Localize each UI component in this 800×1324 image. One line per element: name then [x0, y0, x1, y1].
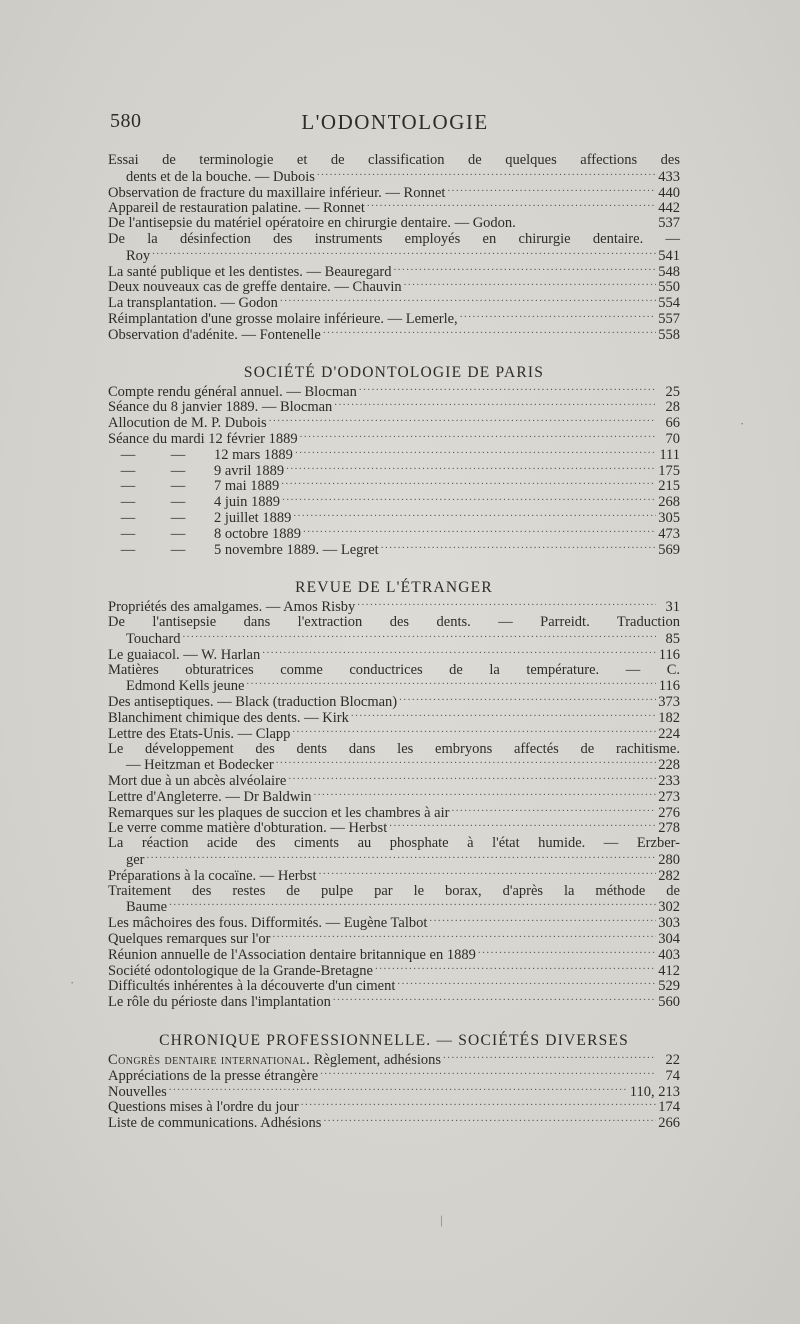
leader-dots [351, 710, 656, 722]
entry-title: Allocution de M. P. Dubois [108, 415, 267, 432]
entry-page-number: 268 [658, 494, 680, 511]
subentry-title [108, 543, 379, 559]
entry-page-number: 433 [658, 168, 680, 185]
leader-dots [333, 994, 656, 1006]
entry-page-number: 558 [658, 326, 680, 343]
entry-title: Touchard [126, 630, 181, 647]
entry-page-number: 74 [665, 1067, 680, 1084]
leader-dots [301, 1099, 656, 1111]
entry-page-number: 537 [658, 215, 680, 232]
leader-dots [262, 647, 656, 659]
entry-page-number: 473 [658, 525, 680, 542]
entry-title: Des antiseptiques. — Black (traduction Blocman) [108, 694, 398, 711]
leader-dots [293, 510, 656, 522]
leader-dots [300, 431, 656, 443]
leader-dots [246, 678, 656, 690]
entry-page-number: 70 [665, 430, 680, 447]
entry-title: Réimplantation d'une grosse molaire inférieure. — Lemerle, [108, 310, 458, 327]
section-heading-chronique: CHRONIQUE PROFESSIONNELLE. — SOCIÉTÉS DIVERSES [159, 1032, 629, 1050]
subentry-title [108, 527, 301, 543]
toc-entry [108, 399, 680, 415]
ditto-dash: — [120, 446, 136, 463]
entry-title [108, 1053, 441, 1069]
leader-dots [288, 773, 656, 785]
toc-entry [108, 868, 680, 884]
leader-dots [357, 599, 656, 611]
leader-dots [443, 1052, 656, 1064]
subentry-date: 12 mars 1889 [214, 446, 293, 463]
entry-page-number: 529 [658, 978, 680, 995]
leader-dots [393, 264, 656, 276]
entry-page-number: 560 [658, 994, 680, 1011]
entry-page-number: 233 [658, 773, 680, 790]
toc-entry [108, 931, 680, 947]
entry-title: Remarques sur les plaques de succion et les chambres à air [108, 804, 450, 821]
subentry-date: 7 mai 1889 [214, 478, 280, 495]
entry-title: Le développement des dents dans les embryons affectés de rachitisme. [108, 740, 680, 757]
section-revue-etranger [108, 599, 680, 1010]
subentry-date: 4 juin 1889 [214, 494, 281, 511]
entry-page-number: 305 [658, 509, 680, 526]
entry-title [108, 1085, 167, 1101]
ditto-dash: — [120, 462, 136, 479]
entry-page-number: 569 [658, 541, 680, 558]
entry-page-number: 280 [658, 852, 680, 869]
toc-entry [108, 185, 680, 201]
toc-entry [108, 915, 680, 931]
entry-title: De la désinfection des instruments employés en chirurgie dentaire. — [108, 230, 680, 247]
toc-entry [108, 216, 680, 232]
toc-entry [108, 1084, 680, 1100]
entry-page-number: 116 [658, 678, 680, 695]
entry-page-number: 116 [658, 646, 680, 663]
toc-entry [108, 947, 680, 963]
entry-text: Nouvelles [108, 1083, 167, 1100]
toc-entry [108, 200, 680, 216]
entry-title: Les mâchoires des fous. Difformités. — Eugène Talbot [108, 915, 428, 932]
ditto-dash: — [170, 478, 186, 495]
section-heading-societe: SOCIÉTÉ D'ODONTOLOGIE DE PARIS [243, 363, 545, 381]
toc-entry [108, 805, 680, 821]
leader-dots [183, 631, 656, 643]
toc-entry [108, 647, 680, 663]
toc-entry [108, 327, 680, 343]
entry-title: — Heitzman et Bodecker [126, 757, 274, 774]
entry-title: Le verre comme matière d'obturation. — Herbst [108, 820, 388, 837]
leader-dots [404, 279, 656, 291]
leader-dots [169, 899, 656, 911]
entry-page-number: 174 [658, 1099, 680, 1116]
leader-dots [292, 726, 656, 738]
entry-title: Roy [126, 247, 151, 264]
entry-page-number: 278 [658, 820, 680, 837]
entry-title: Appareil de restauration palatine. — Ronnet [108, 200, 365, 217]
ditto-dash: — [170, 462, 186, 479]
leader-dots [286, 463, 656, 475]
toc-entry [108, 431, 680, 447]
entry-title: Traitement des restes de pulpe par le borax, d'après la méthode de [108, 882, 680, 899]
entry-title [108, 1100, 299, 1116]
entry-title: Le guaiacol. — W. Harlan [108, 646, 261, 663]
entry-page-number: 554 [658, 295, 680, 312]
subentry-title [108, 464, 284, 480]
ditto-dash: — [120, 509, 136, 526]
toc-entry [108, 710, 680, 726]
entry-title: La transplantation. — Godon [108, 295, 278, 312]
entry-page-number: 28 [665, 399, 680, 416]
margin-mark-dot: · [740, 416, 745, 431]
entry-page-number: 215 [658, 478, 680, 495]
ditto-dash: — [120, 494, 136, 511]
leader-dots [429, 915, 656, 927]
toc-entry [108, 726, 680, 742]
toc-entry [108, 963, 680, 979]
toc-entry [108, 248, 680, 264]
leader-dots [282, 494, 656, 506]
leader-dots [169, 1084, 628, 1096]
subentry-title [108, 495, 280, 511]
toc-entry [108, 631, 680, 647]
entry-title [108, 1069, 318, 1085]
entry-page-number: 175 [658, 462, 680, 479]
toc-subentry [108, 510, 680, 526]
leader-dots [303, 526, 656, 538]
leader-dots [295, 447, 656, 459]
running-title: L'ODONTOLOGIE [301, 110, 489, 134]
entry-page-number: 440 [658, 184, 680, 201]
entry-title: Compte rendu général annuel. — Blocman [108, 383, 357, 400]
leader-dots [147, 852, 656, 864]
entry-title: Préparations à la cocaïne. — Herbst [108, 867, 317, 884]
leader-dots [280, 295, 656, 307]
entry-title: Séance du mardi 12 février 1889 [108, 430, 298, 447]
toc-entry [108, 232, 680, 248]
entry-title: Observation de fracture du maxillaire inférieur. — Ronnet [108, 184, 446, 201]
leader-dots [281, 478, 656, 490]
entry-page-number: 373 [658, 694, 680, 711]
leader-dots [359, 384, 656, 396]
entry-page-number: 31 [665, 599, 680, 616]
entry-page-number: 66 [665, 415, 680, 432]
subentry-date: 5 novembre 1889. — Legret [214, 541, 379, 558]
subentry-date: 8 octobre 1889 [214, 525, 301, 542]
toc-entry [108, 820, 680, 836]
entry-page-number: 302 [658, 899, 680, 916]
leader-dots [276, 757, 656, 769]
entry-page-number: 412 [658, 962, 680, 979]
ditto-dash: — [170, 494, 186, 511]
leader-dots [314, 789, 656, 801]
entry-title: Baume [126, 899, 168, 916]
toc-entry [108, 836, 680, 852]
page-number: 580 [110, 110, 142, 132]
leader-dots [397, 978, 656, 990]
leader-dots [375, 963, 656, 975]
entry-title: Edmond Kells jeune [126, 678, 245, 695]
toc-entry [108, 899, 680, 915]
subentry-date: 2 juillet 1889 [214, 509, 292, 526]
table-of-contents [108, 153, 680, 1131]
entry-page-number: 282 [658, 867, 680, 884]
entry-title: Blanchiment chimique des dents. — Kirk [108, 709, 349, 726]
entry-page-number: 303 [658, 915, 680, 932]
toc-entry [108, 742, 680, 758]
entry-title: Propriétés des amalgames. — Amos Risby [108, 599, 356, 616]
section-miscellaneous-articles [108, 153, 680, 343]
section-chronique [108, 1052, 680, 1131]
entry-page-number: 550 [658, 279, 680, 296]
toc-entry [108, 1115, 680, 1131]
entry-text: Liste de communications. Adhésions [108, 1115, 322, 1132]
entry-page-number: 228 [658, 757, 680, 774]
entry-page-number: 541 [658, 247, 680, 264]
toc-entry [108, 1099, 680, 1115]
toc-entry [108, 264, 680, 280]
page-header [110, 110, 680, 140]
entry-title: Lettre d'Angleterre. — Dr Baldwin [108, 788, 312, 805]
entry-page-number: 22 [665, 1052, 680, 1069]
entry-title: Observation d'adénite. — Fontenelle [108, 326, 321, 343]
entry-title: Essai de terminologie et de classification de quelques affections des [108, 152, 680, 168]
entry-page-number: 557 [658, 310, 680, 327]
entry-text: Appréciations de la presse étrangère [108, 1067, 319, 1084]
toc-entry [108, 678, 680, 694]
subentry-date: 9 avril 1889 [214, 462, 285, 479]
leader-dots [323, 327, 656, 339]
margin-mark-tick: | [440, 1212, 443, 1227]
toc-subentry [108, 478, 680, 494]
entry-title: Lettre des Etats-Unis. — Clapp [108, 725, 291, 742]
leader-dots [334, 399, 656, 411]
entry-text: Questions mises à l'ordre du jour [108, 1099, 299, 1116]
toc-entry [108, 599, 680, 615]
entry-page-number: 276 [658, 804, 680, 821]
toc-entry [108, 311, 680, 327]
entry-page-number: 548 [658, 263, 680, 280]
entry-title: Société odontologique de la Grande-Bretagne [108, 962, 373, 979]
toc-subentry [108, 463, 680, 479]
entry-title: ger [126, 852, 145, 869]
ditto-dash: — [120, 541, 136, 558]
toc-entry [108, 757, 680, 773]
margin-mark-dot-left: · [70, 975, 75, 990]
leader-dots [317, 169, 656, 181]
toc-entry [108, 994, 680, 1010]
toc-entry [108, 694, 680, 710]
leader-dots [381, 542, 656, 554]
toc-subentry [108, 526, 680, 542]
toc-entry [108, 153, 680, 169]
entry-title [108, 1116, 321, 1132]
leader-dots [451, 805, 656, 817]
toc-entry [108, 773, 680, 789]
toc-entry [108, 789, 680, 805]
ditto-dash: — [120, 478, 136, 495]
ditto-dash: — [170, 525, 186, 542]
toc-entry [108, 884, 680, 900]
entry-page-number: 111 [659, 446, 680, 463]
entry-page-number: 273 [658, 788, 680, 805]
toc-entry [108, 279, 680, 295]
leader-dots [320, 1068, 656, 1080]
leader-dots [269, 415, 656, 427]
entry-page-number: 110, 213 [629, 1083, 680, 1100]
subentry-title [108, 511, 291, 527]
entry-page-number: 224 [658, 725, 680, 742]
entry-title: Séance du 8 janvier 1889. — Blocman [108, 399, 333, 416]
toc-entry [108, 415, 680, 431]
entry-title: Matières obturatrices comme conductrices de la température. — C. [108, 661, 680, 678]
leader-dots [152, 248, 656, 260]
entry-title: Deux nouveaux cas de greffe dentaire. — Chauvin [108, 279, 402, 296]
leader-dots [367, 200, 656, 212]
subentry-title [108, 448, 293, 464]
entry-title: Mort due à un abcès alvéolaire [108, 773, 287, 790]
toc-entry [108, 663, 680, 679]
section-heading-revue: REVUE DE L'ÉTRANGER [295, 579, 493, 597]
toc-subentry [108, 542, 680, 558]
entry-page-number: 403 [658, 946, 680, 963]
leader-dots [323, 1115, 656, 1127]
entry-title: De l'antisepsie dans l'extraction des dents. — Parreidt. Traduction [108, 614, 680, 631]
entry-page-number: 182 [658, 709, 680, 726]
entry-title: De l'antisepsie du matériel opératoire en chirurgie dentaire. — Godon. [108, 215, 516, 232]
toc-entry [108, 1052, 680, 1068]
leader-dots [399, 694, 656, 706]
ditto-dash: — [170, 446, 186, 463]
leader-dots [447, 185, 656, 197]
toc-subentry [108, 447, 680, 463]
toc-entry [108, 978, 680, 994]
entry-page-number: 304 [658, 931, 680, 948]
ditto-dash: — [120, 525, 136, 542]
leader-dots [272, 931, 656, 943]
toc-entry [108, 169, 680, 185]
leader-dots [389, 820, 656, 832]
toc-entry [108, 1068, 680, 1084]
entry-title: Difficultés inhérentes à la découverte d'un ciment [108, 978, 396, 995]
toc-subentry [108, 494, 680, 510]
toc-entry [108, 852, 680, 868]
entry-smallcaps-title: Congrès dentaire international. [108, 1052, 311, 1069]
entry-title: Réunion annuelle de l'Association dentaire britannique en 1889 [108, 946, 476, 963]
leader-dots [478, 947, 656, 959]
entry-text: Règlement, adhésions [310, 1052, 442, 1069]
toc-entry [108, 615, 680, 631]
entry-title: dents et de la bouche. — Dubois [126, 168, 315, 185]
section-societe-odontologie [108, 384, 680, 558]
entry-page-number: 266 [658, 1115, 680, 1132]
toc-entry [108, 384, 680, 400]
entry-title: La réaction acide des ciments au phosphate à l'état humide. — Erzber- [108, 835, 680, 852]
leader-dots [319, 868, 656, 880]
entry-title: Le rôle du périoste dans l'implantation [108, 994, 331, 1011]
entry-title: Quelques remarques sur l'or [108, 931, 271, 948]
ditto-dash: — [170, 509, 186, 526]
ditto-dash: — [170, 541, 186, 558]
leader-dots [460, 311, 656, 323]
subentry-title [108, 479, 279, 495]
entry-page-number: 442 [658, 200, 680, 217]
entry-title: La santé publique et les dentistes. — Beauregard [108, 263, 392, 280]
toc-entry [108, 295, 680, 311]
entry-page-number: 85 [665, 630, 680, 647]
entry-page-number: 25 [665, 383, 680, 400]
